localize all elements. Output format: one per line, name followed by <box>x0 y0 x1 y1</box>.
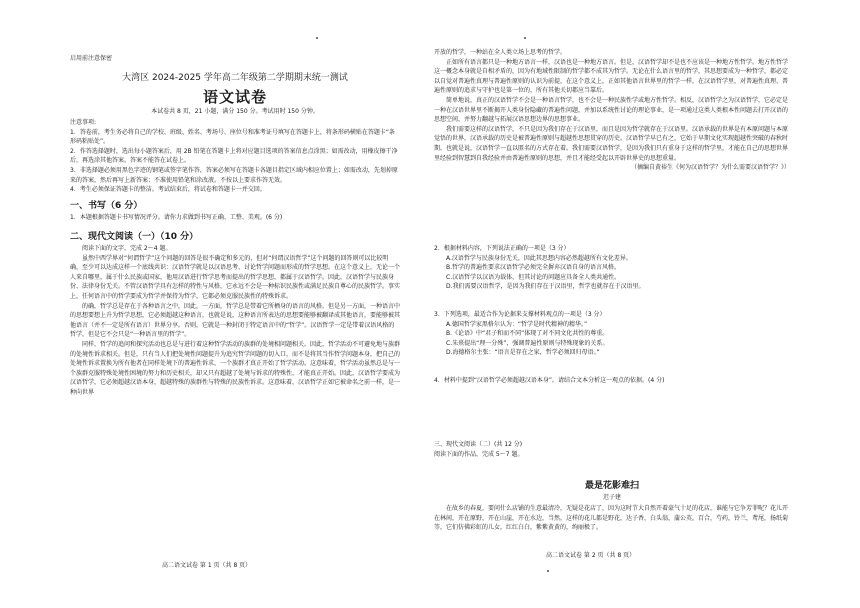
question-option: D.我们需要汉语哲学，是因为我们存在于汉语里，哲学也就存在于汉语里。 <box>446 283 645 291</box>
question-option: B.哲学的普遍性要求汉语哲学必须完全摒弃汉语自身的语言风格。 <box>446 264 621 272</box>
question-option: C.汉语哲学以汉语为载体，但其讨论的问题应具备全人类共通性。 <box>446 273 621 281</box>
note-item: 3．非选择题必须用黑色字迹的钢笔或签字笔作答，答案必须写在答题卡各题目指定区域内相应位置上；如需改动，先划掉原来的答案，然后再写上新答案；不准使用铅笔和涂改液。不按以上要求作答无效。 <box>70 166 398 184</box>
passage-paragraph: 简单地说，真正的汉语哲学不会是一种语言哲学，也不会是一种民族性学或地方性哲学。相反，汉语哲学之为汉语哲学，它必定是一种在汉语世界里不断揭开人类身份隐藏的普遍性问题，并加以系统性讨论的理论事业，是一项通过这类人类根本性问题去打开汉语的思想空间，并努力翻越与拓展汉语思想边界的思想事业。 <box>434 96 789 124</box>
section-1-heading: 一、书写（6 分） <box>70 201 143 211</box>
question-option: B.《论语》中“君子和而不同”体现了对不同文化共性的尊重。 <box>446 330 609 338</box>
page-2 <box>434 0 790 608</box>
passage-paragraph: 的确，哲学总是存在于各种语言之中，因此，一方面，哲学总是带着它所栖身的语言的风格。但是另一方面，一种语言中的思想要想上升为哲学思想，它必须超越这种语言，也就是说，这种语言所表达的思想要能够被翻译成其他语言，要能够被其他语言（并不一定是所有语言）世界分享。否则，它就是一种封闭于特定语言中的“哲学”。汉语哲学一定是带着汉语风格的哲学，但是它不会只是“一种语言里的哲学”。 <box>70 302 401 339</box>
notes-block <box>70 118 400 195</box>
section-3-heading: 三、现代文阅读（二）(共 12 分) <box>434 441 523 448</box>
essay-title: 最是花影难扫 <box>584 481 639 491</box>
question-option: A.汉语哲学与民族身份无关，因此其思想内容必然超越所有文化差异。 <box>446 254 632 262</box>
subject-title: 语文试卷 <box>202 88 267 106</box>
section-3 <box>434 440 790 459</box>
question-2 <box>434 244 790 292</box>
page-footer: 高二语文试卷 第 2 页（共 8 页） <box>546 552 636 559</box>
section-3-instructions: 阅读下面的作品，完成 5～7 题。 <box>434 450 524 458</box>
reading-passage-continued <box>434 48 790 173</box>
reading-passage <box>70 244 400 398</box>
essay-paragraph: 在故乡的春夏，要问什么店铺的生意最清冷，无疑是花店了，因为这时节大自然开着豪气十足的花店，谁能与它争芳菲呢？花儿开在林间，开在原野，开在山崖，开在水边，当然，这样的花儿都是野花，达子香，白头翁，蒲公英，百合，芍药，铃兰，鸢尾，扬纸菊等，它们仿佛彩虹的儿女，红红白白，紫紫黄黄的，绚丽极了。 <box>434 505 789 532</box>
note-item: 2．作答选择题时，选出每小题答案后，用 2B 铅笔在答题卡上将对应题目选项的答案信息点涂黑；如需改动，用橡皮擦干净后，再选涂其他答案。答案不能答在试卷上。 <box>70 147 398 165</box>
page-1 <box>70 0 470 608</box>
section-1-text: 1．本题根据答题卡书写情况评分。请你力求做到书写正确、工整、美观。(6 分) <box>70 214 283 221</box>
essay-author: 迟子建 <box>602 494 621 501</box>
question-4: 4．材料中提到“汉语哲学必须超越汉语本身”。请结合文本分析这一观点的依据。(4 分) <box>434 377 665 384</box>
passage-paragraph: 开放的哲学，一种站在全人类立场上思考的哲学。 <box>434 49 567 56</box>
passage-paragraph: 同样，哲学的追问和探究活动也总是与进行着这种哲学活动的族群的处境相问题相关。因此，哲学活动不可避免地与族群的处境性诉求相关。但是，只有当人们把处境性问题提升为追究哲学问题的切入口，而不是将其当作哲学问题本身，把自己的处境性诉求置换为所有他者在同样处境下的普遍性诉求，一个族群才真正开始了哲学活动。这意味着，哲学活动虽然总是与一个族群克服特殊处境性困境的努力和历史相关，却又只有超越了处境与诉求的特殊性，才能真正开始。因此，汉语哲学要成为汉语哲学，它必须超越汉语本身，超越特殊的族群性与特殊的民族性诉求。这意味着，汉语哲学正如它被命名之前一样，是一种向世界 <box>70 340 401 396</box>
passage-paragraph: 我们需要这样的汉语哲学，不只是因为我们存在于汉语里，而且是因为哲学就存在于汉语里。汉语承载的世界是有本原问题与本原觉悟的世界，汉语承载的历史是被普遍性原则与超越性思想贯穿的历史。汉语哲学早已有之，它始于早期文化实现超越性突破的春秋时期。也就是说，汉语哲学一直以匿名的方式存在着。我们需要汉语哲学，是因为我们只有重身于这样的哲学里，才能在自己的思想世界里经验到智慧到自我经验并由普遍性原则的思想，并且才能经受起以开辟世界史的思想重量。 <box>434 125 789 162</box>
page-footer: 高二语文试卷 第 1 页（共 8 页） <box>162 562 252 569</box>
question-option: D.海德格尔主张：“语言是存在之家，哲学必须回归母语。” <box>446 349 600 357</box>
exam-title: 大湾区 2024-2025 学年高二年级第二学期期末统一测试 <box>122 73 348 83</box>
passage-paragraph: 正如所有语言都只是一种地方语言一样，汉语也是一种地方语言。但是，汉语哲学却不是也不应该是一种地方性哲学。地方性哲学这一概念本身就是自相矛盾的，因为有地域性限制的哲学都不成其为哲学。无论在什么语言里的哲学，其思想要成为一种哲学，都必定以自觉对普遍性真理与普遍性原则的认识为前提，在这个意义上，正如其他语言世界里的哲学一样，在汉语哲学里，对普遍性真理、普遍性原则的追求与守护也是第一位的，所有其他关切都应当靠后。 <box>434 58 789 95</box>
reading-instructions: 阅读下面的文字，完成 2～4 题。 <box>82 245 172 252</box>
confidential-note: 启用前注意保密 <box>70 55 113 62</box>
question-stem: 2．根据材料内容，下列说法正确的一项是（3 分） <box>434 245 570 252</box>
question-3 <box>434 310 790 358</box>
question-option: C.朱熹提出“理一分殊”，强调普遍性原则与特殊现象的关系。 <box>446 339 609 347</box>
section-2-heading: 二、现代文阅读（一）（10 分） <box>70 232 199 242</box>
exam-info: 本试卷共 8 页，21 小题，满分 150 分。考试用时 150 分钟。 <box>151 108 319 115</box>
notes-heading: 注意事项: <box>70 119 97 126</box>
note-item: 4．考生必须保证答题卡的整洁。考试结束后，将试卷和答题卡一并交回。 <box>70 186 266 194</box>
passage-source: （摘编自黄裕生《何为汉语哲学？为什么需要汉语哲学？》） <box>630 164 790 172</box>
note-item: 1．答卷前，考生务必将自己的学校、班级、姓名、考场号、座位号和准考证号填写在答题卡上，将条形码横贴在答题卡“条形码粘贴处”。 <box>70 128 395 146</box>
question-option: A.德国哲学家黑格尔认为：“哲学是时代精神的精华。” <box>446 320 588 328</box>
question-stem: 3．下列选项，最适合作为论据来支撑材料观点的一项是（3 分） <box>434 311 606 318</box>
passage-paragraph: 虽然中西学界对“何谓哲学”这个问题的回答是很不确定和多元的，但对“何谓汉语哲学”这个问题的回答则可以比较明确，至少可以达成这样一个底线共识：汉语哲学就是以汉语思考、讨论哲学问题而形成的哲学思想。在这个意义上，无论一个人来自哪里，属于什么民族或国家，他用汉语进行哲学思考而提出的哲学思想，都属于汉语哲学。因此，汉语哲学与民族身份、法律身份无关。不管汉语哲学具有怎样的特性与风格，它永远不会是一种标识民族性或满足民族自尊心的民族哲学。事实上，任何语言中的哲学要成为哲学并保持为哲学，它都必须克服民族性的特殊诉求。 <box>70 254 401 300</box>
